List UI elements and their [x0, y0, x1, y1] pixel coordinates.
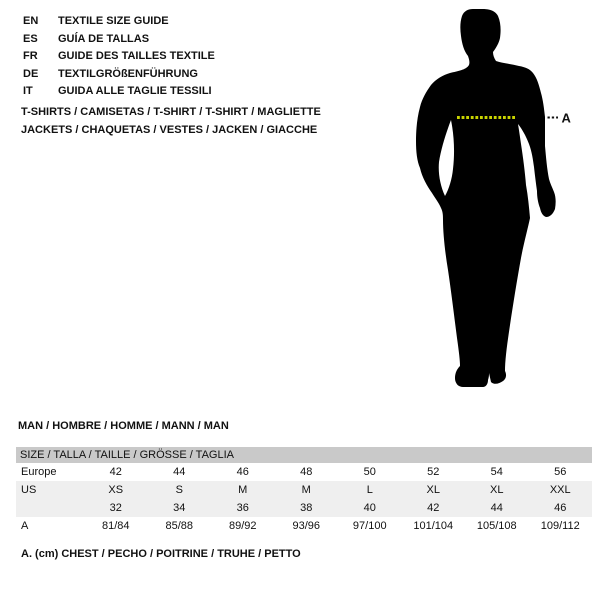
- table-cell: 44: [490, 502, 503, 514]
- row-label: [16, 499, 84, 517]
- table-cell: 50: [363, 466, 376, 478]
- table-cell: S: [175, 484, 183, 496]
- measure-label-a: A: [561, 110, 571, 126]
- table-cell: 85/88: [165, 520, 194, 532]
- language-title: GUIDE DES TAILLES TEXTILE: [58, 50, 215, 62]
- table-cell: 42: [109, 466, 122, 478]
- table-cell: XXL: [549, 484, 571, 496]
- table-cell: 109/112: [540, 520, 580, 532]
- table-cell: 44: [173, 466, 186, 478]
- language-title: TEXTILE SIZE GUIDE: [58, 15, 169, 27]
- language-code: EN: [23, 15, 39, 27]
- table-cell: 56: [554, 466, 567, 478]
- language-code: IT: [23, 85, 33, 97]
- table-cell: 89/92: [228, 520, 257, 532]
- language-row: [23, 13, 215, 31]
- category-line-tshirts: T-SHIRTS / CAMISETAS / T-SHIRT / T-SHIRT / MAGLIETTE: [21, 106, 321, 118]
- table-cell: L: [366, 484, 373, 496]
- row-label: US: [21, 484, 37, 496]
- man-silhouette-figure: [395, 0, 600, 400]
- row-label: Europe: [21, 466, 57, 478]
- section-title-man: MAN / HOMBRE / HOMME / MANN / MAN: [18, 420, 229, 432]
- measurement-footnote: A. (cm) CHEST / PECHO / POITRINE / TRUHE / PETTO: [21, 548, 301, 560]
- table-cell: XL: [490, 484, 504, 496]
- table-cell: 40: [363, 502, 376, 514]
- table-row-chest-a: [16, 517, 592, 535]
- category-list: [21, 104, 321, 139]
- table-cell: 46: [554, 502, 567, 514]
- table-cell: 54: [490, 466, 503, 478]
- language-code: FR: [23, 50, 38, 62]
- table-cell: XS: [108, 484, 124, 496]
- category-line-jackets: JACKETS / CHAQUETAS / VESTES / JACKEN / GIACCHE: [21, 123, 318, 136]
- table-cell: 97/100: [352, 520, 387, 532]
- language-list: [23, 13, 215, 101]
- table-cell: M: [301, 484, 311, 496]
- table-cell: 101/104: [413, 520, 454, 532]
- table-cell: 81/84: [101, 520, 130, 532]
- table-cell: M: [238, 484, 248, 496]
- table-cell: 42: [427, 502, 440, 514]
- table-cell: XL: [426, 484, 440, 496]
- language-row: [23, 83, 215, 101]
- table-row-europe: [16, 463, 592, 481]
- row-label: A: [21, 520, 29, 532]
- table-cell: 34: [173, 502, 186, 514]
- table-cell: 48: [300, 466, 313, 478]
- table-cell: 32: [109, 502, 122, 514]
- language-row: [23, 48, 215, 66]
- table-cell: 52: [427, 466, 440, 478]
- size-table-header: SIZE / TALLA / TAILLE / GRÖSSE / TAGLIA: [16, 447, 592, 463]
- language-title: GUÍA DE TALLAS: [58, 32, 150, 45]
- language-row: [23, 66, 215, 84]
- man-silhouette: [416, 9, 556, 387]
- table-cell: 38: [300, 502, 313, 514]
- size-table: [16, 447, 592, 535]
- table-cell: 36: [236, 502, 249, 514]
- language-row: [23, 31, 215, 49]
- language-title: TEXTILGRÖßENFÜHRUNG: [58, 67, 198, 80]
- language-title: GUIDA ALLE TAGLIE TESSILI: [58, 85, 212, 97]
- table-cell: 46: [236, 466, 249, 478]
- language-code: DE: [23, 67, 39, 80]
- table-row-us: [16, 481, 592, 499]
- table-row-numeric: [16, 499, 592, 517]
- language-code: ES: [23, 32, 38, 45]
- table-cell: 105/108: [476, 520, 517, 532]
- table-cell: 93/96: [292, 520, 321, 532]
